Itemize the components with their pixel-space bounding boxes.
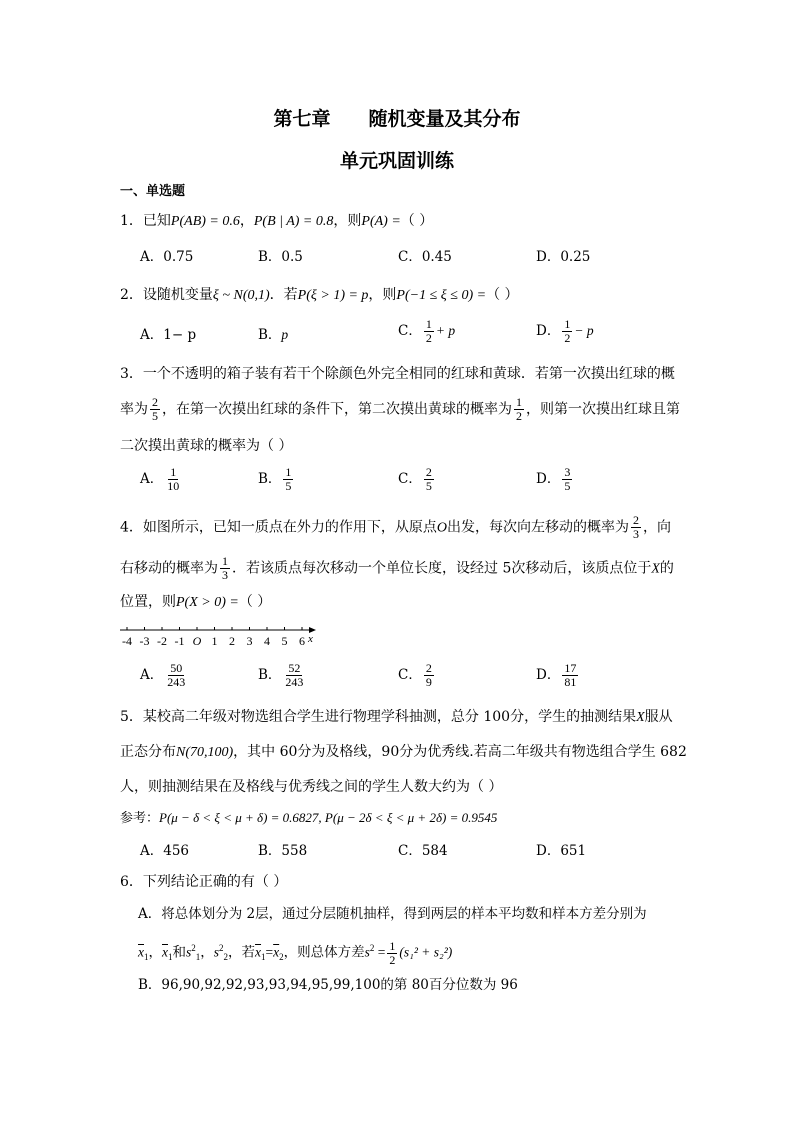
axis-tick-label: -3 xyxy=(139,634,150,648)
fraction: $\frac{1}{2}$ xyxy=(516,395,522,423)
fraction: $\frac{17}{81}$ xyxy=(564,661,577,689)
q1-option-d: D．0.25 xyxy=(536,249,591,265)
subtitle: 单元巩固训练 xyxy=(339,150,454,172)
q3-option-a: A． $\frac{1}{10}$ xyxy=(140,465,180,493)
axis-tick-label: 1 xyxy=(211,634,218,648)
fraction: $\frac{1}{2}$ xyxy=(389,938,396,967)
q6-option-b: B．96,90,92,92,93,93,94,95,99,100的第 80百分位数为 96 xyxy=(138,977,518,993)
axis-tick-label: -4 xyxy=(122,634,132,648)
axis-variable: x xyxy=(308,633,313,645)
q5-option-b: B．558 xyxy=(258,843,308,859)
fraction: $\frac{50}{243}$ xyxy=(167,661,186,689)
axis-tick-label: -2 xyxy=(157,634,167,648)
chapter-title xyxy=(0,104,794,131)
q4-option-b: B． $\frac{52}{243}$ xyxy=(258,661,304,689)
q3-line-2: 率为 $\frac{2}{5}$ ，在第一次摸出红球的条件下，第二次摸出黄球的概率为 $\frac{1}{2}$ ，则第一次摸出红球且第 xyxy=(120,395,680,423)
fraction: $\frac{2}{5}$ xyxy=(152,395,158,423)
q2-option-c: C． $\frac{1}{2}$ + p xyxy=(398,317,456,345)
chapter-name: 随机变量及其分布 xyxy=(368,108,521,130)
fraction: $\frac{1}{2}$ xyxy=(425,317,432,345)
axis-tick-label: 3 xyxy=(246,634,253,648)
axis-tick-label: 2 xyxy=(229,634,235,648)
q1-option-a: A．0.75 xyxy=(140,249,194,265)
q6-option-a-line-2: $\overline{x}_1$，$\overline{x}_1$和$s^2_1$，$s^2_2$，若$\overline{x}_1=\overline{x}_2$，则总体方差$s^2$ = $\frac{1}{2}$ (s₁² + s₂²) xyxy=(138,938,453,967)
fraction: $\frac{1}{2}$ xyxy=(564,317,571,345)
axis-tick-label: -1 xyxy=(174,634,185,648)
fraction: $\frac{1}{5}$ xyxy=(285,465,292,493)
q3-option-b: B． $\frac{1}{5}$ xyxy=(258,465,292,493)
axis-tick-label: O xyxy=(192,634,202,648)
q4-option-c: C． $\frac{2}{9}$ xyxy=(398,661,432,689)
q3-line-1: 3．一个不透明的箱子装有若干个除颜色外完全相同的红球和黄球．若第一次摸出红球的概 xyxy=(120,366,675,382)
q3-option-d: D． $\frac{3}{5}$ xyxy=(536,465,571,493)
q5-line-1: 5．某校高二年级对物选组合学生进行物理学科抽测，总分 100分，学生的抽测结果X服从 xyxy=(120,709,673,725)
fraction: $\frac{1}{10}$ xyxy=(167,465,180,493)
q4-line-3: 位置，则P(X > 0) =（ ） xyxy=(120,594,272,610)
q5-option-a: A．456 xyxy=(140,843,190,859)
q2-option-d: D． $\frac{1}{2}$ − p xyxy=(536,317,594,345)
q4-line-2: 右移动的概率为 $\frac{1}{3}$ ．若该质点每次移动一个单位长度，设经过 5次移动后，该质点位于X的 xyxy=(120,554,674,582)
fraction: $\frac{52}{243}$ xyxy=(285,661,304,689)
q2-option-b: B．p xyxy=(258,327,289,343)
fraction: $\frac{1}{3}$ xyxy=(222,554,228,582)
axis-tick-label: 5 xyxy=(281,634,288,648)
q2-stem: 2．设随机变量ξ ~ N(0,1)．若P(ξ > 1) = p，则P(−1 ≤ ξ ≤ 0) =（ ） xyxy=(120,287,519,303)
section-heading: 一、单选题 xyxy=(120,184,186,199)
q6-option-a-line-1: A．将总体划分为 2层，通过分层随机抽样，得到两层的样本平均数和样本方差分别为 xyxy=(138,906,647,922)
q5-option-c: C．584 xyxy=(398,843,448,859)
axis-tick-label: 4 xyxy=(264,634,270,648)
q5-option-d: D．651 xyxy=(536,843,587,859)
q3-option-c: C． $\frac{2}{5}$ xyxy=(398,465,432,493)
q6-stem: 6．下列结论正确的有（ ） xyxy=(120,874,288,890)
fraction: $\frac{2}{5}$ xyxy=(425,465,432,493)
fraction: $\frac{3}{5}$ xyxy=(564,465,571,493)
number-line-figure xyxy=(118,624,318,652)
chapter-number: 第七章 xyxy=(273,108,331,130)
q4-option-d: D． $\frac{17}{81}$ xyxy=(536,661,577,689)
q3-line-3: 二次摸出黄球的概率为（ ） xyxy=(120,438,293,454)
q5-line-3: 人，则抽测结果在及格线与优秀线之间的学生人数大约为（ ） xyxy=(120,779,503,795)
fraction: $\frac{2}{3}$ xyxy=(633,513,640,541)
q4-line-1: 4．如图所示，已知一质点在外力的作用下，从原点O出发，每次向左移动的概率为 $\frac{2}{3}$ ，向 xyxy=(120,513,672,541)
q2-option-a: A．1− p xyxy=(140,327,197,343)
q5-line-2: 正态分布N(70,100)，其中 60分为及格线，90分为优秀线.若高二年级共有物选组合学生 682 xyxy=(120,744,687,760)
q1-stem: 1．已知P(AB) = 0.6，P(B | A) = 0.8，则P(A) =（ ） xyxy=(120,213,434,229)
q4-option-a: A． $\frac{50}{243}$ xyxy=(140,661,186,689)
axis-tick-label: 6 xyxy=(299,634,305,648)
q5-reference: 参考：P(μ − δ < ξ < μ + δ) = 0.6827, P(μ − 2δ < ξ < μ + 2δ) = 0.9545 xyxy=(120,810,498,826)
q1-option-c: C．0.45 xyxy=(398,249,452,265)
q1-option-b: B．0.5 xyxy=(258,249,303,265)
fraction: $\frac{2}{9}$ xyxy=(425,661,432,689)
